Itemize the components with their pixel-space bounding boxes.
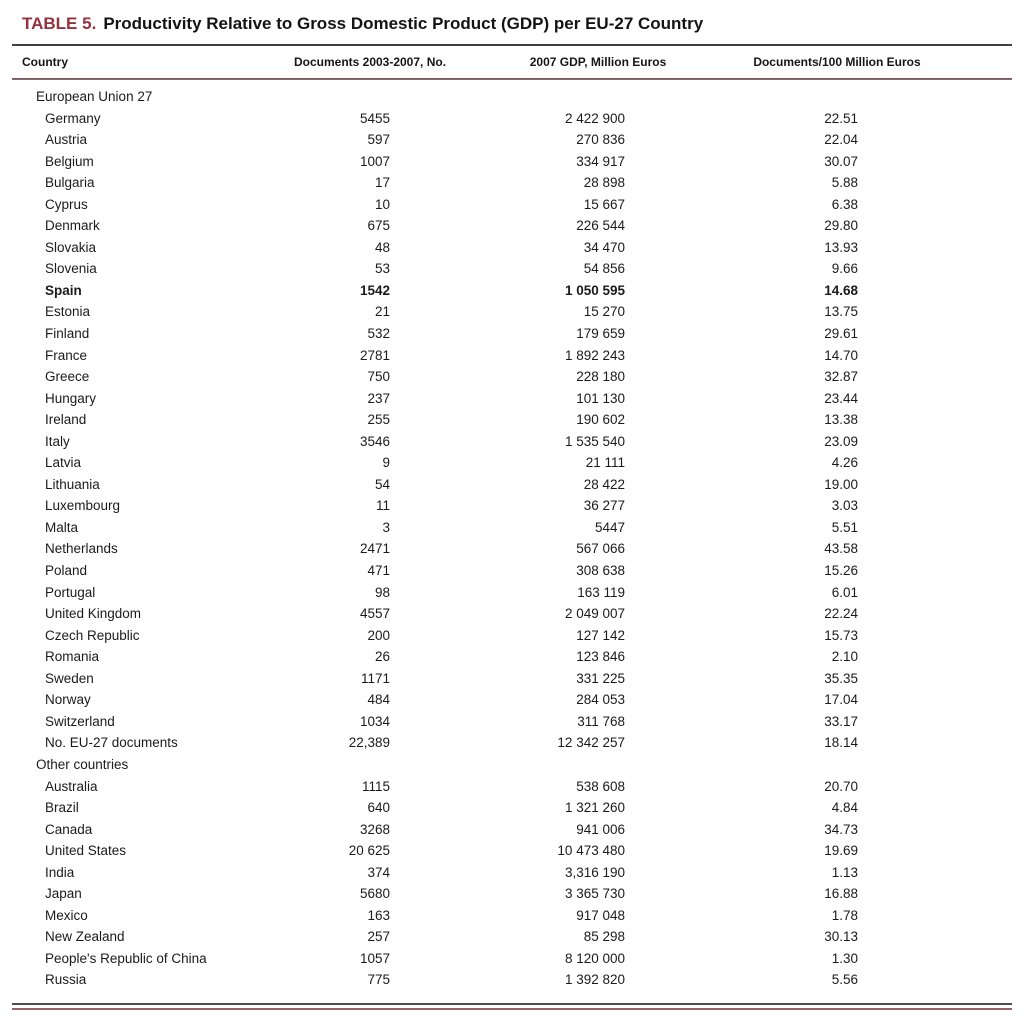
table-row <box>12 560 1012 582</box>
gdp-cell: 1 050 595 <box>564 282 625 298</box>
documents-cell: 532 <box>367 326 390 342</box>
country-cell: No. EU-27 documents <box>45 735 178 751</box>
documents-cell: 2471 <box>359 541 390 557</box>
country-cell: Canada <box>45 821 93 837</box>
table-row <box>12 819 1012 841</box>
ratio-cell: 13.93 <box>824 239 858 255</box>
gdp-cell: 163 119 <box>577 584 625 600</box>
documents-cell: 257 <box>367 929 390 945</box>
ratio-cell: 15.26 <box>824 563 858 579</box>
table-row <box>12 129 1012 151</box>
country-cell: Netherlands <box>45 541 118 557</box>
table-row <box>12 668 1012 690</box>
gdp-cell: 1 535 540 <box>564 433 625 449</box>
table-label: TABLE 5. <box>22 14 97 33</box>
documents-cell: 5680 <box>359 886 390 902</box>
documents-cell: 3546 <box>359 433 390 449</box>
country-cell: Australia <box>45 778 98 794</box>
group-label: Other countries <box>36 756 129 772</box>
table-row <box>12 948 1012 970</box>
table-row <box>12 883 1012 905</box>
table-row <box>12 431 1012 453</box>
documents-cell: 5455 <box>359 110 390 126</box>
table-row <box>12 862 1012 884</box>
ratio-cell: 4.84 <box>831 800 858 816</box>
gdp-cell: 1 892 243 <box>564 347 625 363</box>
table-row <box>12 905 1012 927</box>
ratio-cell: 23.44 <box>824 390 858 406</box>
country-cell: Czech Republic <box>45 627 140 643</box>
ratio-cell: 29.80 <box>824 218 858 234</box>
country-cell: Slovakia <box>45 239 97 255</box>
table-row <box>12 301 1012 323</box>
bottom-rule <box>12 1003 1012 1010</box>
table-row <box>12 495 1012 517</box>
ratio-cell: 15.73 <box>824 627 858 643</box>
table-row <box>12 538 1012 560</box>
table-row <box>12 926 1012 948</box>
ratio-cell: 23.09 <box>824 433 858 449</box>
ratio-cell: 22.04 <box>824 132 858 148</box>
gdp-cell: 284 053 <box>576 692 625 708</box>
documents-cell: 1007 <box>359 153 390 169</box>
country-cell: United States <box>45 843 127 859</box>
documents-cell: 640 <box>367 800 390 816</box>
ratio-cell: 22.24 <box>824 606 858 622</box>
group-label: European Union 27 <box>36 89 153 104</box>
country-cell: Japan <box>45 886 82 902</box>
documents-cell: 26 <box>374 649 390 665</box>
documents-cell: 675 <box>367 218 390 234</box>
table-row <box>12 969 1012 991</box>
table-body <box>12 80 1012 991</box>
country-cell: Denmark <box>45 218 100 234</box>
country-cell: Cyprus <box>45 196 88 212</box>
ratio-cell: 18.14 <box>824 735 858 751</box>
country-cell: New Zealand <box>45 929 125 945</box>
table-row <box>12 646 1012 668</box>
documents-cell: 22,389 <box>348 735 390 751</box>
ratio-cell: 35.35 <box>824 670 858 686</box>
country-cell: Estonia <box>45 304 91 320</box>
gdp-cell: 226 544 <box>576 218 625 234</box>
gdp-cell: 334 917 <box>576 153 625 169</box>
documents-cell: 484 <box>367 692 390 708</box>
documents-cell: 1034 <box>359 713 390 729</box>
gdp-cell: 21 111 <box>585 455 625 471</box>
country-cell: Hungary <box>45 390 97 406</box>
documents-cell: 597 <box>367 132 390 148</box>
country-cell: Ireland <box>45 412 87 428</box>
ratio-cell: 32.87 <box>824 369 858 385</box>
gdp-cell: 101 130 <box>576 390 625 406</box>
ratio-cell: 19.69 <box>824 843 858 859</box>
ratio-cell: 6.38 <box>831 196 858 212</box>
table-caption <box>12 10 1012 44</box>
gdp-cell: 28 898 <box>583 175 625 191</box>
country-cell: Greece <box>45 369 90 385</box>
table-row <box>12 711 1012 733</box>
ratio-cell: 16.88 <box>824 886 858 902</box>
table-row <box>12 732 1012 754</box>
documents-cell: 48 <box>374 239 390 255</box>
ratio-cell: 20.70 <box>824 778 858 794</box>
documents-cell: 163 <box>367 907 390 923</box>
documents-cell: 98 <box>374 584 390 600</box>
country-cell: Russia <box>45 972 87 988</box>
column-header-documents: Documents 2003-2007, No. <box>293 55 447 69</box>
table-row <box>12 345 1012 367</box>
gdp-cell: 917 048 <box>576 907 625 923</box>
gdp-cell: 3,316 190 <box>564 864 625 880</box>
country-cell: Finland <box>45 326 90 342</box>
gdp-cell: 538 608 <box>576 778 625 794</box>
country-cell: Poland <box>45 563 88 579</box>
ratio-cell: 4.26 <box>831 455 858 471</box>
table-row <box>12 625 1012 647</box>
gdp-cell: 190 602 <box>576 412 625 428</box>
country-cell: Romania <box>45 649 100 665</box>
gdp-cell: 228 180 <box>576 369 625 385</box>
table-row <box>12 474 1012 496</box>
ratio-cell: 5.88 <box>831 175 858 191</box>
gdp-cell: 10 473 480 <box>557 843 625 859</box>
documents-cell: 1057 <box>359 950 390 966</box>
documents-cell: 255 <box>367 412 390 428</box>
ratio-cell: 5.56 <box>831 972 858 988</box>
gdp-cell: 34 470 <box>583 239 625 255</box>
country-cell: Latvia <box>45 455 82 471</box>
documents-cell: 2781 <box>359 347 390 363</box>
ratio-cell: 1.13 <box>831 864 858 880</box>
ratio-cell: 9.66 <box>831 261 858 277</box>
country-cell: Slovenia <box>45 261 97 277</box>
gdp-cell: 2 422 900 <box>564 110 625 126</box>
country-cell: People's Republic of China <box>45 950 207 966</box>
country-cell: Malta <box>45 519 79 535</box>
gdp-cell: 941 006 <box>576 821 625 837</box>
documents-cell: 4557 <box>359 606 390 622</box>
country-cell: Belgium <box>45 153 94 169</box>
documents-cell: 54 <box>374 476 390 492</box>
gdp-cell: 15 270 <box>583 304 625 320</box>
table-row <box>12 388 1012 410</box>
gdp-cell: 3 365 730 <box>564 886 625 902</box>
group-header-row <box>12 754 1012 776</box>
documents-cell: 1171 <box>360 670 390 686</box>
gdp-cell: 270 836 <box>576 132 625 148</box>
ratio-cell: 3.03 <box>831 498 858 514</box>
gdp-cell: 567 066 <box>576 541 625 557</box>
documents-cell: 17 <box>374 175 390 191</box>
table-row <box>12 776 1012 798</box>
gdp-cell: 1 321 260 <box>564 800 625 816</box>
table-row <box>12 689 1012 711</box>
column-header-gdp: 2007 GDP, Million Euros <box>529 55 667 69</box>
table-row <box>12 582 1012 604</box>
country-cell: France <box>45 347 88 363</box>
ratio-cell: 29.61 <box>824 326 858 342</box>
documents-cell: 1542 <box>359 282 390 298</box>
country-cell: Brazil <box>45 800 79 816</box>
country-cell: India <box>45 864 75 880</box>
documents-cell: 11 <box>375 498 390 514</box>
table-row <box>12 194 1012 216</box>
documents-cell: 20 625 <box>348 843 390 859</box>
group-header-row <box>12 86 1012 108</box>
gdp-cell: 28 422 <box>583 476 625 492</box>
gdp-cell: 331 225 <box>576 670 625 686</box>
gdp-cell: 1 392 820 <box>564 972 625 988</box>
ratio-cell: 34.73 <box>824 821 858 837</box>
table-row <box>12 452 1012 474</box>
table-row <box>12 280 1012 302</box>
country-cell: Germany <box>45 110 101 126</box>
country-cell: Norway <box>45 692 91 708</box>
country-cell: Lithuania <box>45 476 100 492</box>
documents-cell: 200 <box>367 627 390 643</box>
gdp-cell: 5447 <box>594 519 625 535</box>
table-row <box>12 797 1012 819</box>
gdp-cell: 311 768 <box>577 713 625 729</box>
country-cell: United Kingdom <box>45 606 142 622</box>
country-cell: Portugal <box>45 584 96 600</box>
documents-cell: 237 <box>367 390 390 406</box>
table-row <box>12 517 1012 539</box>
ratio-cell: 14.68 <box>824 282 858 298</box>
country-cell: Luxembourg <box>45 498 121 514</box>
table-row <box>12 409 1012 431</box>
ratio-cell: 30.13 <box>824 929 858 945</box>
documents-cell: 53 <box>374 261 390 277</box>
gdp-cell: 36 277 <box>583 498 625 514</box>
gdp-cell: 2 049 007 <box>564 606 625 622</box>
documents-cell: 750 <box>367 369 390 385</box>
documents-cell: 3268 <box>359 821 390 837</box>
table-row <box>12 258 1012 280</box>
ratio-cell: 2.10 <box>831 649 858 665</box>
table-row <box>12 840 1012 862</box>
ratio-cell: 43.58 <box>824 541 858 557</box>
gdp-cell: 179 659 <box>576 326 625 342</box>
ratio-cell: 1.30 <box>831 950 858 966</box>
documents-cell: 9 <box>382 455 390 471</box>
gdp-cell: 8 120 000 <box>564 950 625 966</box>
country-cell: Sweden <box>45 670 94 686</box>
column-header-ratio: Documents/100 Million Euros <box>753 55 921 69</box>
documents-cell: 10 <box>374 196 390 212</box>
ratio-cell: 5.51 <box>831 519 858 535</box>
table-row <box>12 108 1012 130</box>
documents-cell: 775 <box>367 972 390 988</box>
table-row <box>12 215 1012 237</box>
gdp-cell: 127 142 <box>576 627 625 643</box>
ratio-cell: 19.00 <box>824 476 858 492</box>
ratio-cell: 33.17 <box>824 713 858 729</box>
ratio-cell: 6.01 <box>831 584 858 600</box>
documents-cell: 471 <box>367 563 390 579</box>
country-cell: Mexico <box>45 907 88 923</box>
gdp-cell: 308 638 <box>576 563 625 579</box>
table-row <box>12 172 1012 194</box>
gdp-cell: 15 667 <box>583 196 625 212</box>
ratio-cell: 14.70 <box>824 347 858 363</box>
ratio-cell: 30.07 <box>824 153 858 169</box>
ratio-cell: 13.75 <box>824 304 858 320</box>
ratio-cell: 1.78 <box>831 907 858 923</box>
ratio-cell: 22.51 <box>824 110 858 126</box>
country-cell: Bulgaria <box>45 175 95 191</box>
gdp-cell: 85 298 <box>583 929 625 945</box>
table-row <box>12 237 1012 259</box>
column-header-country: Country <box>22 55 68 69</box>
table-row <box>12 603 1012 625</box>
ratio-cell: 17.04 <box>824 692 858 708</box>
country-cell: Italy <box>45 433 70 449</box>
table-header-row <box>12 46 1012 78</box>
documents-cell: 1115 <box>361 778 390 794</box>
table-row <box>12 151 1012 173</box>
gdp-cell: 54 856 <box>583 261 625 277</box>
table-row <box>12 366 1012 388</box>
country-cell: Spain <box>45 282 82 298</box>
ratio-cell: 13.38 <box>824 412 858 428</box>
table-title: Productivity Relative to Gross Domestic Product (GDP) per EU-27 Country <box>103 14 704 33</box>
country-cell: Austria <box>45 132 88 148</box>
documents-cell: 374 <box>367 864 390 880</box>
table-row <box>12 323 1012 345</box>
documents-cell: 3 <box>382 519 390 535</box>
gdp-cell: 123 846 <box>576 649 625 665</box>
gdp-cell: 12 342 257 <box>557 735 625 751</box>
documents-cell: 21 <box>374 304 390 320</box>
country-cell: Switzerland <box>45 713 115 729</box>
